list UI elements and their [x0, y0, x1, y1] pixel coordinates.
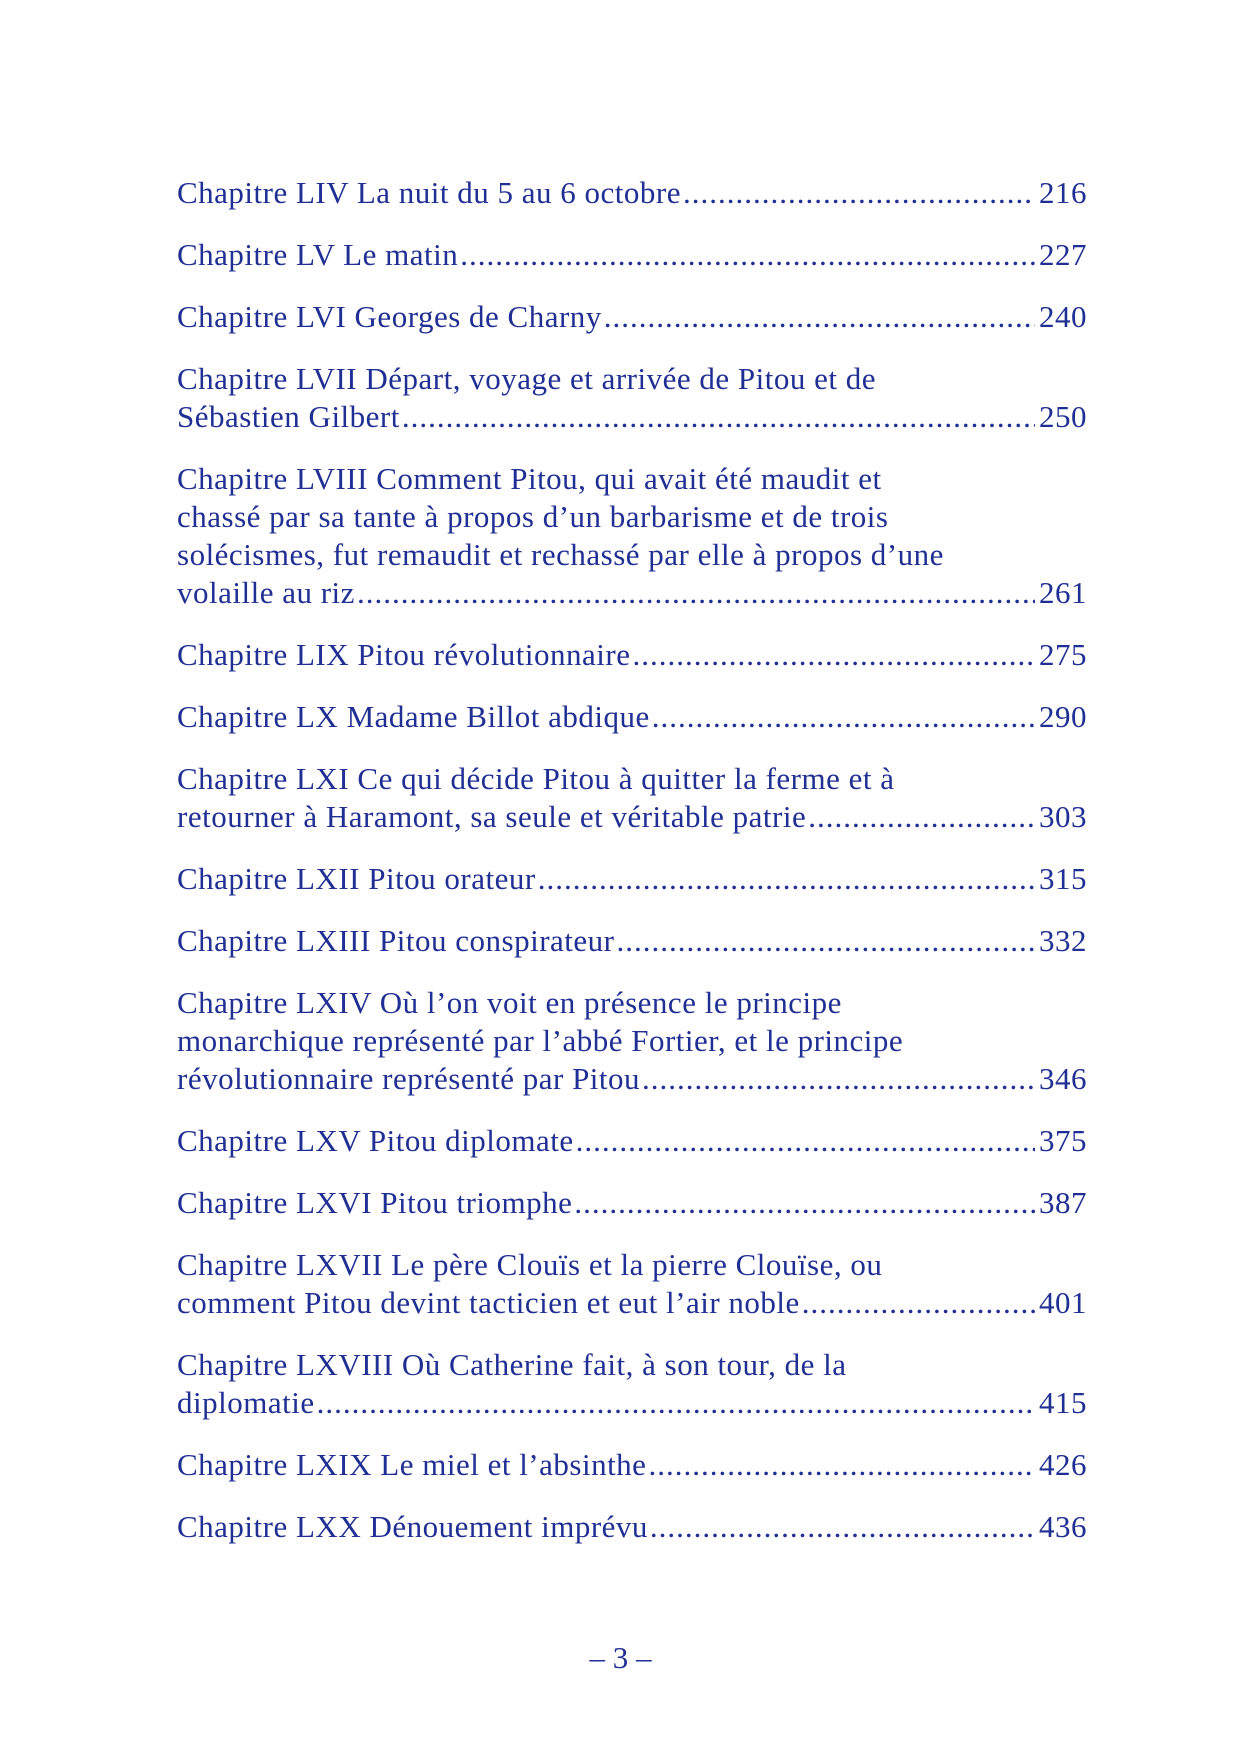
toc-entry-page-number: 290 — [1039, 699, 1087, 734]
toc-entry-page-number: 261 — [1039, 575, 1087, 610]
toc-entry-title: Chapitre LXV Pitou diplomate — [177, 1123, 574, 1158]
toc-entry-title: Chapitre LXIII Pitou conspirateur — [177, 923, 615, 958]
toc-entry[interactable] — [177, 1122, 1087, 1160]
toc-entry[interactable] — [177, 760, 1087, 836]
dot-leader — [802, 1284, 1035, 1322]
toc-entry-title-line: solécismes, fut remaudit et rechassé par elle à propos d’une — [177, 537, 944, 572]
toc-entry-last-line — [177, 574, 1087, 612]
dot-leader — [357, 574, 1035, 612]
toc-entry-title-line: Chapitre LXVIII Où Catherine fait, à son tour, de la — [177, 1347, 847, 1382]
dot-leader — [402, 398, 1035, 436]
toc-entry-page-number: 216 — [1039, 175, 1087, 210]
dot-leader — [648, 1446, 1035, 1484]
dot-leader — [604, 298, 1035, 336]
toc-entry-title: Chapitre LX Madame Billot abdique — [177, 699, 650, 734]
toc-entry-title: Chapitre LXIX Le miel et l’absinthe — [177, 1447, 647, 1482]
toc-entry-last-line — [177, 298, 1087, 336]
toc-entry-last-line — [177, 1284, 1087, 1322]
toc-entry-title: Sébastien Gilbert — [177, 399, 400, 434]
toc-entry[interactable] — [177, 1184, 1087, 1222]
toc-entry-title-line: monarchique représenté par l’abbé Fortier, et le principe — [177, 1023, 904, 1058]
toc-entry-title-line: Chapitre LXVII Le père Clouïs et la pierre Clouïse, ou — [177, 1247, 883, 1282]
dot-leader — [460, 236, 1035, 274]
toc-entry[interactable] — [177, 236, 1087, 274]
toc-entry-last-line — [177, 1122, 1087, 1160]
toc-entry-page-number: 332 — [1039, 923, 1087, 958]
toc-entry-last-line — [177, 398, 1087, 436]
toc-entry-title: Chapitre LV Le matin — [177, 237, 459, 272]
toc-entry[interactable] — [177, 922, 1087, 960]
toc-entry-page-number: 401 — [1039, 1285, 1087, 1320]
toc-entry[interactable] — [177, 1446, 1087, 1484]
toc-entry-last-line — [177, 1384, 1087, 1422]
toc-entry-page-number: 275 — [1039, 637, 1087, 672]
dot-leader — [538, 860, 1035, 898]
toc-entry-page-number: 346 — [1039, 1061, 1087, 1096]
dot-leader — [683, 174, 1035, 212]
toc-entry-last-line — [177, 1508, 1087, 1546]
dot-leader — [808, 798, 1035, 836]
toc-entry-title: Chapitre LVI Georges de Charny — [177, 299, 602, 334]
toc-entry-page-number: 426 — [1039, 1447, 1087, 1482]
toc-entry-last-line — [177, 174, 1087, 212]
toc-entry[interactable] — [177, 460, 1087, 612]
toc-entry-title: Chapitre LIV La nuit du 5 au 6 octobre — [177, 175, 681, 210]
toc-entry-title: Chapitre LXVI Pitou triomphe — [177, 1185, 573, 1220]
toc-entry[interactable] — [177, 698, 1087, 736]
toc-entry[interactable] — [177, 636, 1087, 674]
toc-entry-page-number: 415 — [1039, 1385, 1087, 1420]
toc-entry-page-number: 315 — [1039, 861, 1087, 896]
toc-entry-last-line — [177, 236, 1087, 274]
dot-leader — [576, 1122, 1035, 1160]
toc-entry-title: Chapitre LXII Pitou orateur — [177, 861, 536, 896]
toc-entry-title: retourner à Haramont, sa seule et véritable patrie — [177, 799, 807, 834]
toc-entry[interactable] — [177, 1346, 1087, 1422]
toc-entry[interactable] — [177, 298, 1087, 336]
page-number: – 3 – — [589, 1640, 652, 1675]
toc-entry-last-line — [177, 1446, 1087, 1484]
toc-entry-page-number: 240 — [1039, 299, 1087, 334]
toc-entry[interactable] — [177, 174, 1087, 212]
dot-leader — [317, 1384, 1035, 1422]
dot-leader — [574, 1184, 1035, 1222]
toc-entry-title-line: Chapitre LXIV Où l’on voit en présence le principe — [177, 985, 842, 1020]
toc-entry-title: révolutionnaire représenté par Pitou — [177, 1061, 641, 1096]
toc-entry[interactable] — [177, 1246, 1087, 1322]
dot-leader — [632, 636, 1035, 674]
toc-entry-page-number: 250 — [1039, 399, 1087, 434]
toc-entry-last-line — [177, 698, 1087, 736]
toc-entry-title-line: Chapitre LVIII Comment Pitou, qui avait été maudit et — [177, 461, 882, 496]
toc-entry-last-line — [177, 798, 1087, 836]
toc-entry[interactable] — [177, 984, 1087, 1098]
toc-entry-last-line — [177, 1184, 1087, 1222]
toc-entry-title: volaille au riz — [177, 575, 355, 610]
toc-entry-title-line: Chapitre LXI Ce qui décide Pitou à quitter la ferme et à — [177, 761, 895, 796]
table-of-contents — [177, 174, 1087, 1570]
toc-entry-title: Chapitre LXX Dénouement imprévu — [177, 1509, 648, 1544]
toc-entry[interactable] — [177, 360, 1087, 436]
toc-entry-title-line: Chapitre LVII Départ, voyage et arrivée de Pitou et de — [177, 361, 876, 396]
dot-leader — [642, 1060, 1035, 1098]
toc-entry-last-line — [177, 860, 1087, 898]
toc-entry-title: comment Pitou devint tacticien et eut l’air noble — [177, 1285, 800, 1320]
toc-entry-last-line — [177, 636, 1087, 674]
toc-entry-page-number: 387 — [1039, 1185, 1087, 1220]
dot-leader — [650, 1508, 1035, 1546]
dot-leader — [652, 698, 1035, 736]
toc-entry-page-number: 375 — [1039, 1123, 1087, 1158]
toc-entry-page-number: 227 — [1039, 237, 1087, 272]
dot-leader — [616, 922, 1035, 960]
toc-entry-page-number: 303 — [1039, 799, 1087, 834]
toc-entry-title: Chapitre LIX Pitou révolutionnaire — [177, 637, 631, 672]
toc-entry-title-line: chassé par sa tante à propos d’un barbarisme et de trois — [177, 499, 889, 534]
toc-entry-last-line — [177, 1060, 1087, 1098]
toc-entry-last-line — [177, 922, 1087, 960]
toc-entry-page-number: 436 — [1039, 1509, 1087, 1544]
toc-entry-title: diplomatie — [177, 1385, 315, 1420]
toc-entry[interactable] — [177, 1508, 1087, 1546]
toc-entry[interactable] — [177, 860, 1087, 898]
